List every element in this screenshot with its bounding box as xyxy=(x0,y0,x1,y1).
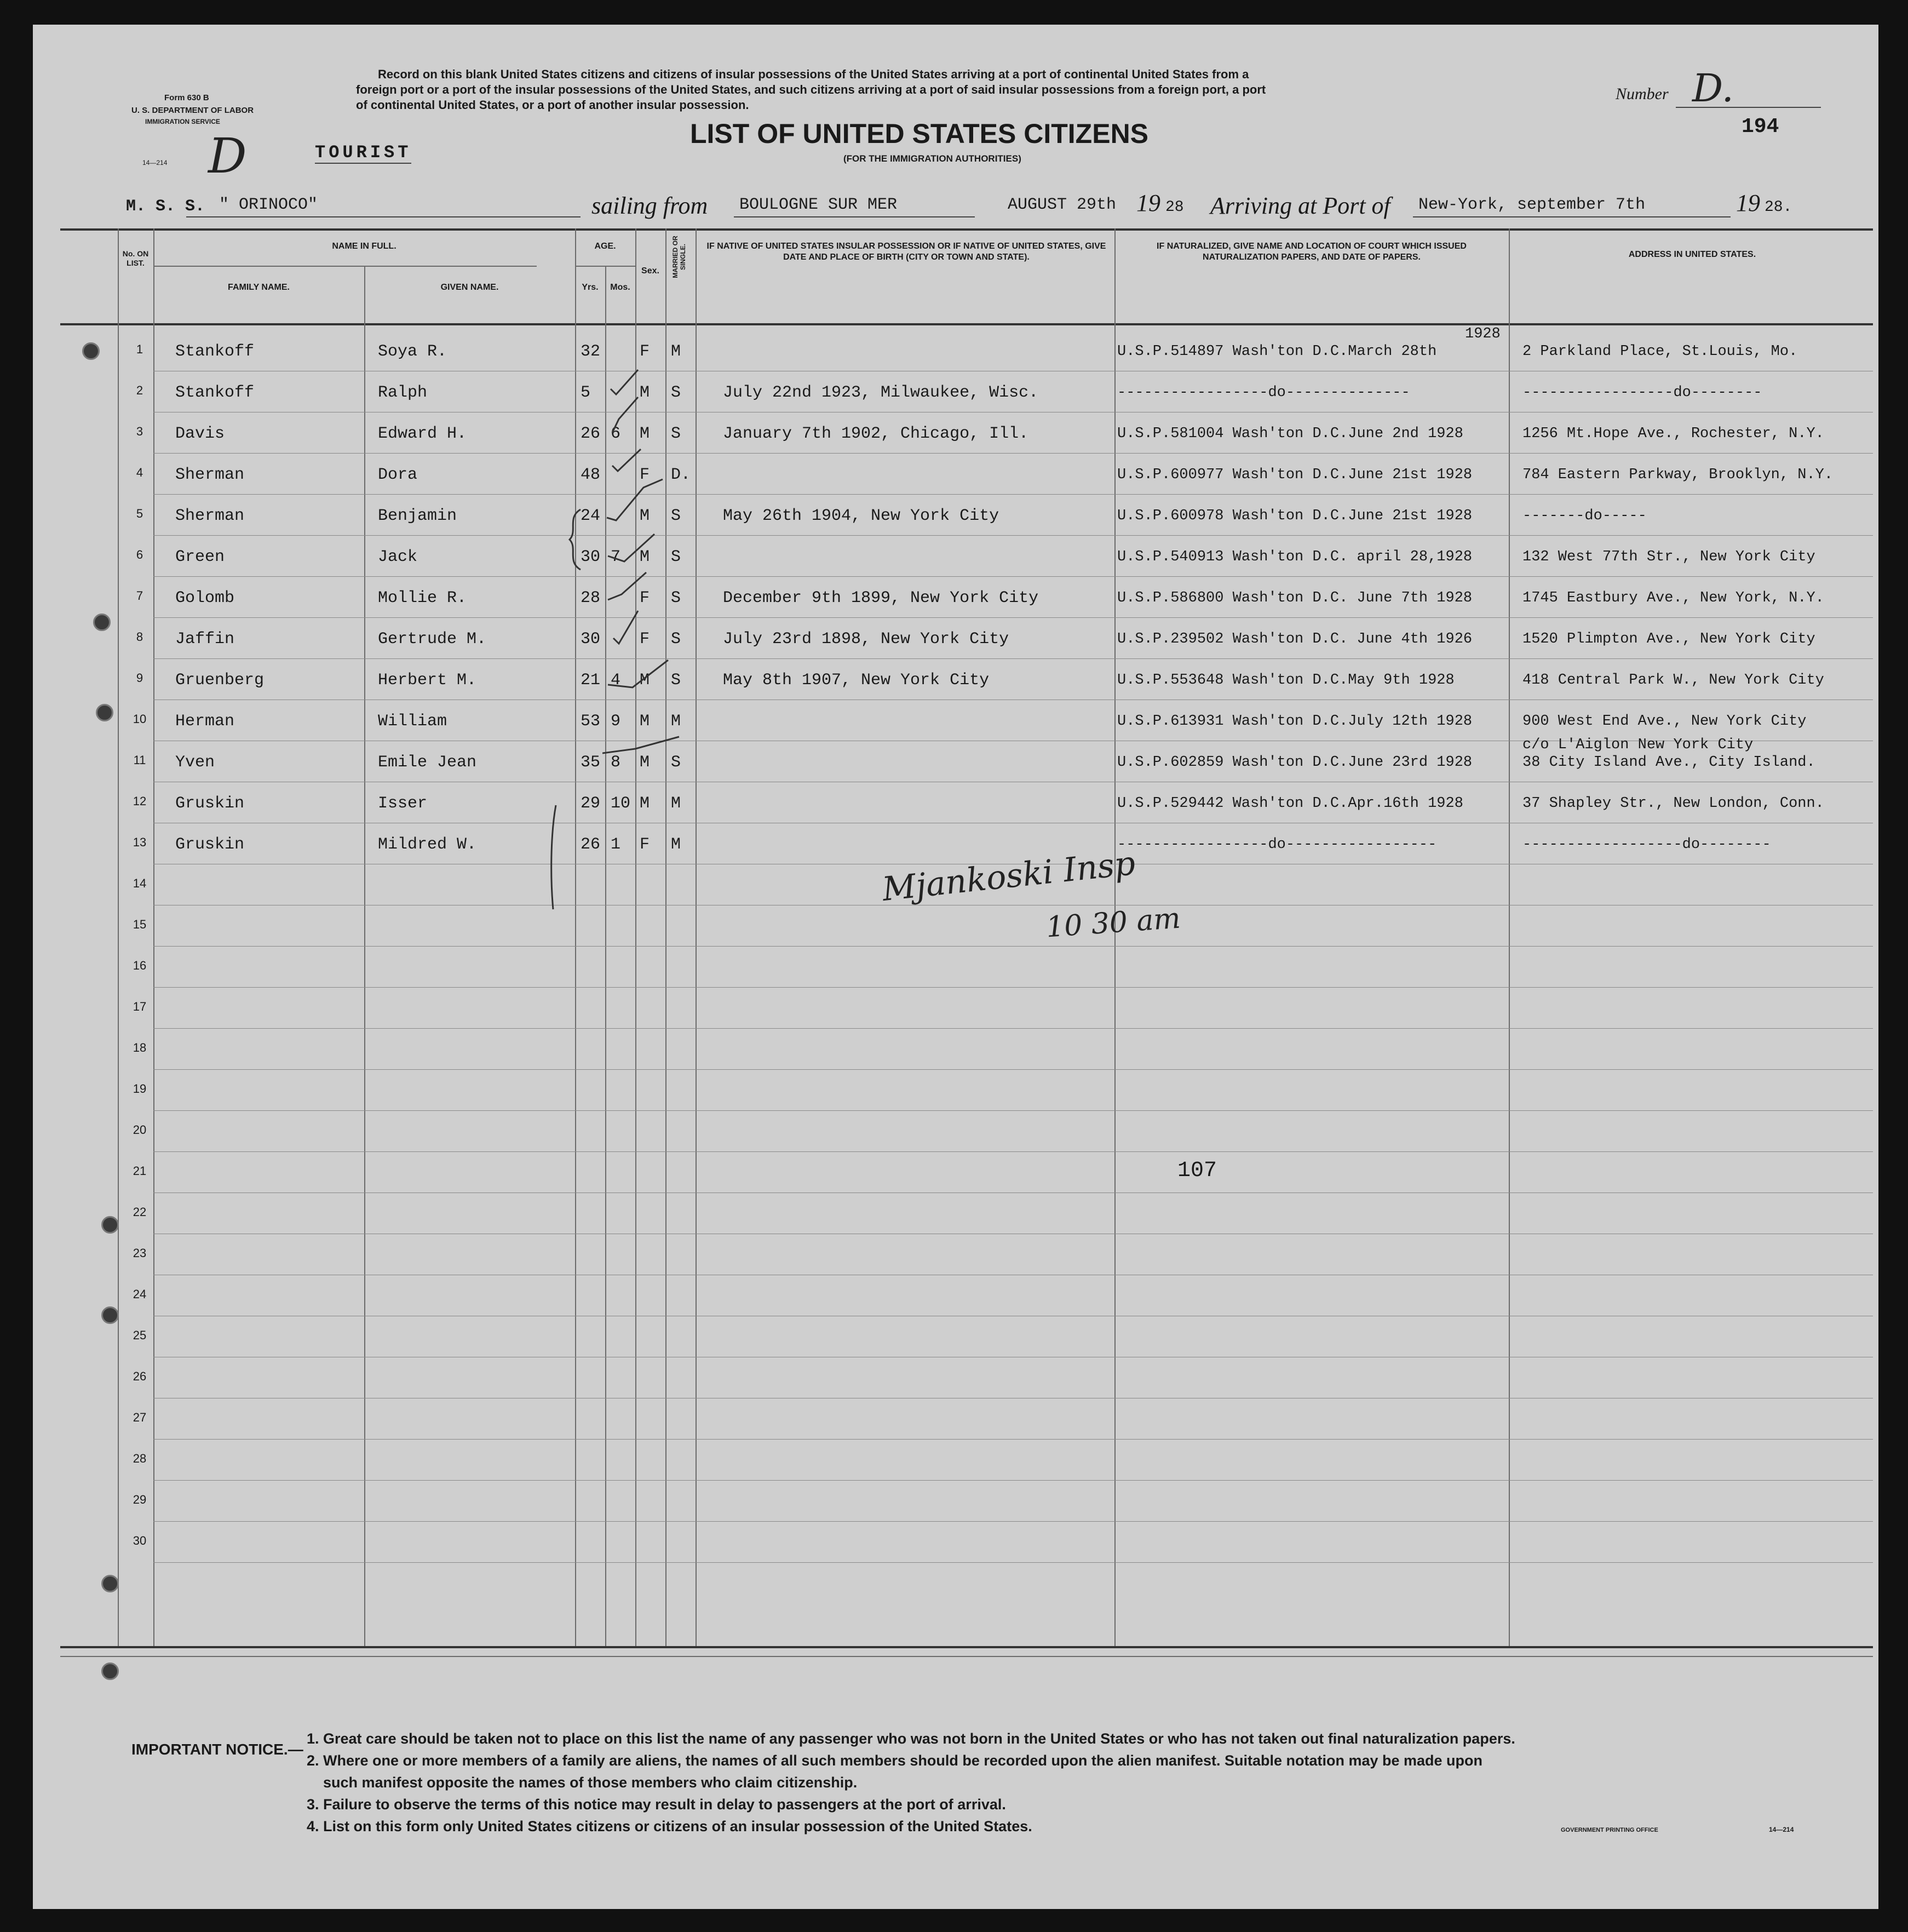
naturalization-cell: U.S.P.529442 Wash'ton D.C.Apr.16th 1928 xyxy=(1117,795,1463,812)
given-name-cell: Soya R. xyxy=(378,342,447,361)
birth-info-cell: May 26th 1904, New York City xyxy=(723,507,999,525)
row-rule xyxy=(153,1521,1873,1522)
row-rule xyxy=(153,617,1873,618)
row-number: 6 xyxy=(136,548,143,561)
age-years-cell: 5 xyxy=(581,383,591,402)
given-name-cell: Ralph xyxy=(378,383,428,402)
marital-status-cell: S xyxy=(671,671,681,690)
stamp-number: 107 xyxy=(1177,1159,1217,1183)
sex-cell: M xyxy=(640,712,650,731)
class-label: TOURIST xyxy=(315,142,412,163)
sex-cell: F xyxy=(640,342,650,361)
punch-hole-5 xyxy=(101,1306,119,1324)
row-number: 27 xyxy=(133,1411,147,1424)
family-name-cell: Sherman xyxy=(175,466,245,484)
number-value: D. xyxy=(1692,66,1734,111)
header-address: ADDRESS IN UNITED STATES. xyxy=(1628,250,1756,259)
instruction-line-3: of continental United States, or a port of another insular possession. xyxy=(356,98,749,112)
row-number: 8 xyxy=(136,630,143,644)
row-number: 26 xyxy=(133,1369,147,1383)
naturalization-cell: U.S.P.602859 Wash'ton D.C.June 23rd 1928 xyxy=(1117,754,1473,771)
family-bracket-2 xyxy=(542,802,564,912)
naturalization-cell: U.S.P.600978 Wash'ton D.C.June 21st 1928 xyxy=(1117,508,1473,524)
punch-hole-1 xyxy=(82,342,100,360)
inspection-time: 10 30 am xyxy=(1045,902,1182,944)
header-name-divider xyxy=(153,266,537,267)
marital-status-cell: S xyxy=(671,630,681,649)
age-years-cell: 30 xyxy=(581,630,601,649)
row-number: 25 xyxy=(133,1328,147,1342)
letter-mark: D xyxy=(208,128,247,184)
row-number: 13 xyxy=(133,835,147,849)
given-name-cell: Mildred W. xyxy=(378,835,477,854)
row-number: 7 xyxy=(136,589,143,603)
form-number: Form 630 B xyxy=(164,93,209,102)
row-number: 15 xyxy=(133,918,147,931)
col-line-4 xyxy=(575,228,576,1646)
naturalization-cell: U.S.P.553648 Wash'ton D.C.May 9th 1928 xyxy=(1117,672,1455,689)
row-rule xyxy=(153,535,1873,536)
sailing-port-underline xyxy=(734,216,975,217)
notice-item-3: 3. Failure to observe the terms of this notice may result in delay to passengers at the port of arrival. xyxy=(307,1796,1006,1813)
header-given-name: GIVEN NAME. xyxy=(440,283,499,292)
marital-status-cell: S xyxy=(671,507,681,525)
table-top-border xyxy=(60,228,1873,231)
family-name-cell: Jaffin xyxy=(175,630,235,649)
age-years-cell: 35 xyxy=(581,753,601,772)
department-label: U. S. DEPARTMENT OF LABOR xyxy=(131,106,254,115)
page-number: 194 xyxy=(1742,115,1779,139)
printer-label: GOVERNMENT PRINTING OFFICE xyxy=(1561,1827,1658,1833)
naturalization-cell: U.S.P.514897 Wash'ton D.C.March 28th xyxy=(1117,343,1437,360)
address-cell: 1520 Plimpton Ave., New York City xyxy=(1522,631,1815,647)
row-number: 20 xyxy=(133,1123,147,1137)
birth-info-cell: July 22nd 1923, Milwaukee, Wisc. xyxy=(723,383,1039,402)
punch-hole-7 xyxy=(101,1662,119,1680)
family-name-cell: Stankoff xyxy=(175,342,255,361)
row-number: 3 xyxy=(136,425,143,438)
arriving-label: Arriving at Port of xyxy=(1210,192,1390,219)
address-cell: 900 West End Ave., New York City xyxy=(1522,713,1807,730)
address-cell: 37 Shapley Str., New London, Conn. xyxy=(1522,795,1824,812)
row-rule xyxy=(153,453,1873,454)
marital-status-cell: S xyxy=(671,425,681,443)
header-name-in-full: NAME IN FULL. xyxy=(332,242,396,251)
manifest-sheet xyxy=(33,25,1878,1909)
age-years-cell: 26 xyxy=(581,835,601,854)
header-naturalized: IF NATURALIZED, GIVE NAME AND LOCATION OF COURT WHICH ISSUED NATURALIZATION PAPERS, AND DATE OF PAPERS. xyxy=(1157,242,1467,262)
header-age: AGE. xyxy=(594,242,616,251)
row-number: 21 xyxy=(133,1164,147,1178)
row-number: 28 xyxy=(133,1452,147,1465)
row-rule xyxy=(153,1110,1873,1111)
punch-hole-6 xyxy=(101,1575,119,1592)
sex-cell: F xyxy=(640,630,650,649)
sailing-date: AUGUST 29th xyxy=(1008,196,1117,214)
age-years-cell: 21 xyxy=(581,671,601,690)
row-number: 10 xyxy=(133,712,147,726)
page-title: LIST OF UNITED STATES CITIZENS xyxy=(690,118,1149,149)
naturalization-cell: U.S.P.540913 Wash'ton D.C. april 28,1928 xyxy=(1117,549,1473,565)
sailing-from-label: sailing from xyxy=(591,192,708,219)
instruction-line-1: Record on this blank United States citizens and citizens of insular possessions of the United States arriving at a port of continental United States from a xyxy=(378,67,1249,81)
family-name-cell: Gruskin xyxy=(175,835,245,854)
address-cell: 38 City Island Ave., City Island. xyxy=(1522,754,1815,771)
row-number: 18 xyxy=(133,1041,147,1054)
header-mos: Mos. xyxy=(610,283,630,292)
header-sex: Sex. xyxy=(641,266,659,276)
age-months-cell: 7 xyxy=(611,548,621,566)
punch-hole-2 xyxy=(93,614,111,631)
row-rule xyxy=(153,987,1873,988)
naturalization-cell: -----------------do----------------- xyxy=(1117,836,1437,853)
header-married-single: MARRIED OR SINGLE. xyxy=(671,236,687,278)
given-name-cell: Jack xyxy=(378,548,418,566)
marital-status-cell: M xyxy=(671,712,681,731)
sex-cell: M xyxy=(640,383,650,402)
arrival-year-suffix: 28. xyxy=(1765,199,1792,216)
sex-cell: M xyxy=(640,753,650,772)
marital-status-cell: M xyxy=(671,835,681,854)
address-cell: 418 Central Park W., New York City xyxy=(1522,672,1824,689)
row-rule xyxy=(153,1439,1873,1440)
row-rule xyxy=(153,1028,1873,1029)
sex-cell: M xyxy=(640,507,650,525)
service-label: IMMIGRATION SERVICE xyxy=(145,118,220,125)
address-cell: -------do----- xyxy=(1522,508,1647,524)
notice-item-2-cont: such manifest opposite the names of those members who claim citizenship. xyxy=(323,1774,858,1791)
age-months-cell: 1 xyxy=(611,835,621,854)
given-name-cell: Benjamin xyxy=(378,507,457,525)
marital-status-cell: D. xyxy=(671,466,691,484)
family-name-cell: Sherman xyxy=(175,507,245,525)
sex-cell: M xyxy=(640,671,650,690)
row-number: 1 xyxy=(136,342,143,356)
given-name-cell: Dora xyxy=(378,466,418,484)
age-months-cell: 9 xyxy=(611,712,621,731)
instruction-line-2: foreign port or a port of the insular possessions of the United States, and such citizens arriving at a port of said insular possessions from a foreign port, a port xyxy=(356,83,1266,96)
family-name-cell: Herman xyxy=(175,712,235,731)
given-name-cell: Mollie R. xyxy=(378,589,467,607)
vessel-prefix: M. S. S. xyxy=(126,197,205,216)
birth-info-cell: May 8th 1907, New York City xyxy=(723,671,990,690)
col-line-1 xyxy=(118,228,119,1646)
printer-code: 14—214 xyxy=(1769,1826,1794,1833)
row-rule xyxy=(153,1151,1873,1152)
header-birth: IF NATIVE OF UNITED STATES INSULAR POSSESSION OR IF NATIVE OF UNITED STATES, GIVE DATE AND PLACE OF BIRTH (CITY OR TOWN AND STATE). xyxy=(706,242,1106,262)
marital-status-cell: S xyxy=(671,753,681,772)
row-rule xyxy=(153,1562,1873,1563)
address-cell: 132 West 77th Str., New York City xyxy=(1522,549,1815,565)
family-name-cell: Golomb xyxy=(175,589,235,607)
address-cell: 784 Eastern Parkway, Brooklyn, N.Y. xyxy=(1522,467,1834,483)
header-no-on-list: No. ON LIST. xyxy=(122,249,149,267)
row-number: 22 xyxy=(133,1205,147,1219)
marital-status-cell: M xyxy=(671,794,681,813)
arrival-port: New-York, september 7th xyxy=(1418,196,1646,214)
age-years-cell: 48 xyxy=(581,466,601,484)
birth-info-cell: December 9th 1899, New York City xyxy=(723,589,1039,607)
age-months-cell: 6 xyxy=(611,425,621,443)
marital-status-cell: S xyxy=(671,589,681,607)
given-name-cell: William xyxy=(378,712,447,731)
page-subtitle: (FOR THE IMMIGRATION AUTHORITIES) xyxy=(843,153,1021,164)
punch-hole-4 xyxy=(101,1216,119,1234)
arrival-underline xyxy=(1413,216,1731,217)
family-name-cell: Yven xyxy=(175,753,215,772)
vessel-underline xyxy=(186,216,581,217)
given-name-cell: Isser xyxy=(378,794,428,813)
address-cell: 1745 Eastbury Ave., New York, N.Y. xyxy=(1522,590,1824,606)
row-number: 30 xyxy=(133,1534,147,1547)
row-number: 23 xyxy=(133,1246,147,1260)
marital-status-cell: S xyxy=(671,383,681,402)
sex-cell: M xyxy=(640,425,650,443)
birth-info-cell: July 23rd 1898, New York City xyxy=(723,630,1009,649)
address-cell: -----------------do-------- xyxy=(1522,385,1762,401)
naturalization-cell: -----------------do-------------- xyxy=(1117,385,1410,401)
birth-info-cell: January 7th 1902, Chicago, Ill. xyxy=(723,425,1029,443)
age-years-cell: 30 xyxy=(581,548,601,566)
row-rule xyxy=(153,658,1873,659)
age-months-cell: 10 xyxy=(611,794,631,813)
age-years-cell: 29 xyxy=(581,794,601,813)
address-cell: ------------------do-------- xyxy=(1522,836,1771,853)
given-name-cell: Gertrude M. xyxy=(378,630,487,649)
table-bottom-border-2 xyxy=(60,1656,1873,1657)
row-rule xyxy=(153,494,1873,495)
address-cell: 2 Parkland Place, St.Louis, Mo. xyxy=(1522,343,1798,360)
given-name-cell: Edward H. xyxy=(378,425,467,443)
naturalization-cell: U.S.P.613931 Wash'ton D.C.July 12th 1928 xyxy=(1117,713,1473,730)
sex-cell: F xyxy=(640,835,650,854)
punch-hole-3 xyxy=(96,704,113,721)
row-rule xyxy=(153,946,1873,947)
family-name-cell: Davis xyxy=(175,425,225,443)
header-bottom-border xyxy=(60,323,1873,325)
notice-label: IMPORTANT NOTICE.— xyxy=(131,1741,303,1758)
marital-status-cell: M xyxy=(671,342,681,361)
naturalization-cell: U.S.P.600977 Wash'ton D.C.June 21st 1928 xyxy=(1117,467,1473,483)
notice-item-4: 4. List on this form only United States citizens or citizens of an insular possession of the United States. xyxy=(307,1818,1032,1834)
row-number: 16 xyxy=(133,959,147,972)
row-rule xyxy=(153,1069,1873,1070)
notice-item-1: 1. Great care should be taken not to place on this list the name of any passenger who was not born in the United States or who has not taken out final naturalization papers. xyxy=(307,1730,1515,1747)
sex-cell: F xyxy=(640,589,650,607)
age-years-cell: 24 xyxy=(581,507,601,525)
sex-cell: M xyxy=(640,794,650,813)
marital-status-cell: S xyxy=(671,548,681,566)
sex-cell: M xyxy=(640,548,650,566)
row-number: 29 xyxy=(133,1493,147,1506)
address-care-of-cell: c/o L'Aiglon New York City xyxy=(1522,737,1754,753)
header-yrs: Yrs. xyxy=(582,283,599,292)
age-years-cell: 53 xyxy=(581,712,601,731)
family-bracket xyxy=(559,507,591,572)
row-number: 11 xyxy=(133,753,146,767)
row-number: 19 xyxy=(133,1082,147,1096)
sex-cell: F xyxy=(640,466,650,484)
age-years-cell: 28 xyxy=(581,589,601,607)
header-family-name: FAMILY NAME. xyxy=(228,283,290,292)
row-number: 4 xyxy=(136,466,143,479)
naturalization-year-cell: 1928 xyxy=(1465,326,1501,342)
check-marks xyxy=(602,353,701,781)
arrival-year-prefix: 19 xyxy=(1736,190,1760,216)
naturalization-cell: U.S.P.586800 Wash'ton D.C. June 7th 1928 xyxy=(1117,590,1473,606)
row-number: 17 xyxy=(133,1000,147,1013)
age-months-cell: 8 xyxy=(611,753,621,772)
inspector-signature: Mjankoski Insp xyxy=(880,844,1137,909)
row-number: 24 xyxy=(133,1287,147,1301)
given-name-cell: Herbert M. xyxy=(378,671,477,690)
family-name-cell: Gruskin xyxy=(175,794,245,813)
table-bottom-border xyxy=(60,1646,1873,1648)
row-rule xyxy=(153,1480,1873,1481)
naturalization-cell: U.S.P.239502 Wash'ton D.C. June 4th 1926 xyxy=(1117,631,1473,647)
family-name-cell: Green xyxy=(175,548,225,566)
col-line-10 xyxy=(1509,228,1510,1646)
row-number: 5 xyxy=(136,507,143,520)
sailing-year-prefix: 19 xyxy=(1136,190,1160,216)
col-line-2 xyxy=(153,228,154,1646)
given-name-cell: Emile Jean xyxy=(378,753,477,772)
form-code-left: 14—214 xyxy=(142,159,168,167)
notice-item-2: 2. Where one or more members of a family are aliens, the names of all such members should be recorded upon the alien manifest. Suitable notation may be made upon xyxy=(307,1752,1483,1769)
address-cell: 1256 Mt.Hope Ave., Rochester, N.Y. xyxy=(1522,426,1824,442)
row-rule xyxy=(153,576,1873,577)
row-number: 12 xyxy=(133,794,147,808)
vessel-name: " ORINOCO" xyxy=(219,196,318,214)
sailing-year-suffix: 28 xyxy=(1165,199,1184,216)
age-months-cell: 4 xyxy=(611,671,621,690)
row-number: 2 xyxy=(136,383,143,397)
naturalization-cell: U.S.P.581004 Wash'ton D.C.June 2nd 1928 xyxy=(1117,426,1463,442)
family-name-cell: Stankoff xyxy=(175,383,255,402)
row-number: 9 xyxy=(136,671,143,685)
row-number: 14 xyxy=(133,876,147,890)
age-years-cell: 32 xyxy=(581,342,601,361)
sailing-port: BOULOGNE SUR MER xyxy=(739,196,898,214)
age-years-cell: 26 xyxy=(581,425,601,443)
number-label: Number xyxy=(1616,85,1669,103)
family-name-cell: Gruenberg xyxy=(175,671,265,690)
